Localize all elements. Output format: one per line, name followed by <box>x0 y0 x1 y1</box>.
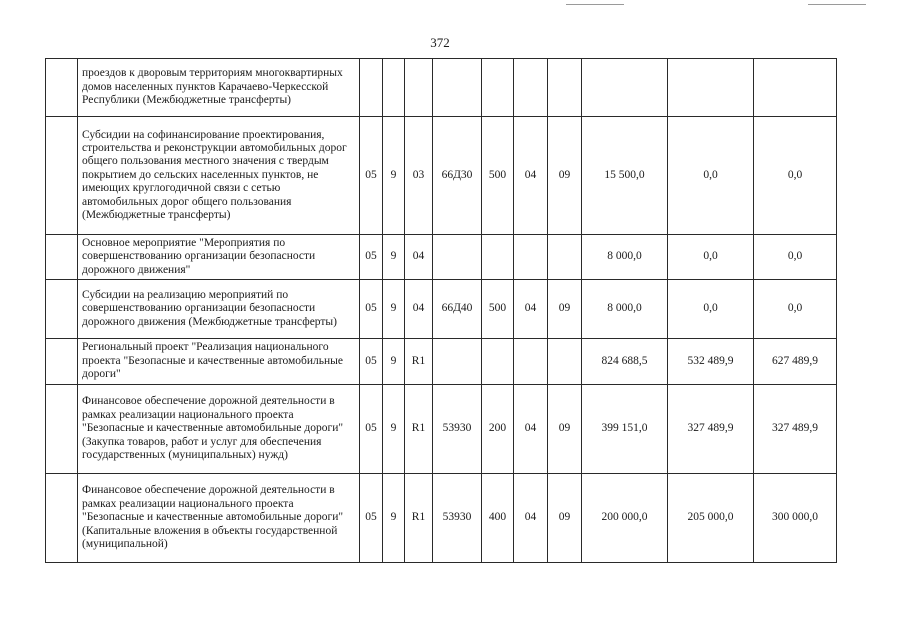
table-row <box>46 474 837 563</box>
row-name-cell: Субсидии на софинансирование проектирования, строительства и реконструкции автомобильных дорог общего пользования местного значения с твердым покрытием до сельских населенных пунктов, не имеющих круглогодичной связи с сетью автомобильных дорог общего пользования (Межбюджетные трансферты) <box>78 117 360 235</box>
amount-cell: 0,0 <box>754 235 837 280</box>
code-cell: 500 <box>482 280 514 339</box>
index-cell <box>46 474 78 563</box>
scan-artifact-line-right <box>808 4 866 5</box>
scan-artifact-line-left <box>566 4 624 5</box>
row-name-cell: Основное мероприятие "Мероприятия по совершенствованию организации безопасности дорожного движения" <box>78 235 360 280</box>
amount-cell: 532 489,9 <box>668 339 754 385</box>
code-cell: 66Д40 <box>433 280 482 339</box>
code-cell: R1 <box>405 385 433 474</box>
amount-cell: 399 151,0 <box>582 385 668 474</box>
code-cell: 05 <box>360 235 383 280</box>
code-cell: 66Д30 <box>433 117 482 235</box>
amount-cell: 824 688,5 <box>582 339 668 385</box>
index-cell <box>46 59 78 117</box>
amount-cell: 0,0 <box>668 235 754 280</box>
amount-cell: 0,0 <box>668 280 754 339</box>
code-cell: R1 <box>405 474 433 563</box>
code-cell <box>360 59 383 117</box>
amount-cell: 15 500,0 <box>582 117 668 235</box>
amount-cell: 0,0 <box>668 117 754 235</box>
amount-cell: 327 489,9 <box>754 385 837 474</box>
amount-cell: 300 000,0 <box>754 474 837 563</box>
row-name-cell: Финансовое обеспечение дорожной деятельности в рамках реализации национального проекта "Безопасные и качественные автомобильные дороги" (Капитальные вложения в объекты государственной (муниципальной) <box>78 474 360 563</box>
code-cell: 04 <box>514 280 548 339</box>
code-cell <box>433 339 482 385</box>
code-cell: 04 <box>514 474 548 563</box>
amount-cell <box>754 59 837 117</box>
code-cell <box>433 235 482 280</box>
code-cell <box>383 59 405 117</box>
index-cell <box>46 117 78 235</box>
row-name-cell: проездов к дворовым территориям многоквартирных домов населенных пунктов Карачаево-Черкесской Республики (Межбюджетные трансферты) <box>78 59 360 117</box>
code-cell: 09 <box>548 280 582 339</box>
code-cell: 04 <box>405 235 433 280</box>
amount-cell: 8 000,0 <box>582 235 668 280</box>
code-cell: 9 <box>383 474 405 563</box>
amount-cell: 205 000,0 <box>668 474 754 563</box>
code-cell: 05 <box>360 385 383 474</box>
index-cell <box>46 235 78 280</box>
amount-cell <box>668 59 754 117</box>
index-cell <box>46 280 78 339</box>
code-cell: 500 <box>482 117 514 235</box>
code-cell: 09 <box>548 474 582 563</box>
code-cell: 400 <box>482 474 514 563</box>
amount-cell: 8 000,0 <box>582 280 668 339</box>
page-number: 372 <box>430 35 450 50</box>
code-cell: 9 <box>383 280 405 339</box>
code-cell <box>482 235 514 280</box>
code-cell <box>405 59 433 117</box>
code-cell: 9 <box>383 117 405 235</box>
code-cell <box>548 339 582 385</box>
table-row <box>46 385 837 474</box>
amount-cell: 0,0 <box>754 117 837 235</box>
code-cell: 53930 <box>433 385 482 474</box>
table-row <box>46 339 837 385</box>
amount-cell <box>582 59 668 117</box>
code-cell: 9 <box>383 339 405 385</box>
table-row <box>46 235 837 280</box>
code-cell: 05 <box>360 474 383 563</box>
code-cell: 04 <box>514 385 548 474</box>
code-cell: 05 <box>360 339 383 385</box>
table-row <box>46 59 837 117</box>
index-cell <box>46 385 78 474</box>
code-cell <box>482 59 514 117</box>
code-cell <box>514 235 548 280</box>
code-cell <box>514 59 548 117</box>
code-cell: 04 <box>514 117 548 235</box>
code-cell <box>482 339 514 385</box>
table-row <box>46 280 837 339</box>
code-cell: 200 <box>482 385 514 474</box>
amount-cell: 627 489,9 <box>754 339 837 385</box>
code-cell: 04 <box>405 280 433 339</box>
table-row <box>46 117 837 235</box>
code-cell <box>548 235 582 280</box>
code-cell: 09 <box>548 117 582 235</box>
row-name-cell: Субсидии на реализацию мероприятий по совершенствованию организации безопасности дорожного движения (Межбюджетные трансферты) <box>78 280 360 339</box>
code-cell: 05 <box>360 117 383 235</box>
amount-cell: 0,0 <box>754 280 837 339</box>
code-cell <box>433 59 482 117</box>
code-cell: 9 <box>383 235 405 280</box>
code-cell: 03 <box>405 117 433 235</box>
row-name-cell: Финансовое обеспечение дорожной деятельности в рамках реализации национального проекта "Безопасные и качественные автомобильные дороги" (Закупка товаров, работ и услуг для обеспечения государственных (муниципальных) нужд) <box>78 385 360 474</box>
budget-table <box>45 58 837 563</box>
code-cell: 05 <box>360 280 383 339</box>
row-name-cell: Региональный проект "Реализация национального проекта "Безопасные и качественные автомобильные дороги" <box>78 339 360 385</box>
code-cell: R1 <box>405 339 433 385</box>
code-cell <box>514 339 548 385</box>
code-cell <box>548 59 582 117</box>
index-cell <box>46 339 78 385</box>
code-cell: 53930 <box>433 474 482 563</box>
code-cell: 9 <box>383 385 405 474</box>
amount-cell: 200 000,0 <box>582 474 668 563</box>
amount-cell: 327 489,9 <box>668 385 754 474</box>
code-cell: 09 <box>548 385 582 474</box>
